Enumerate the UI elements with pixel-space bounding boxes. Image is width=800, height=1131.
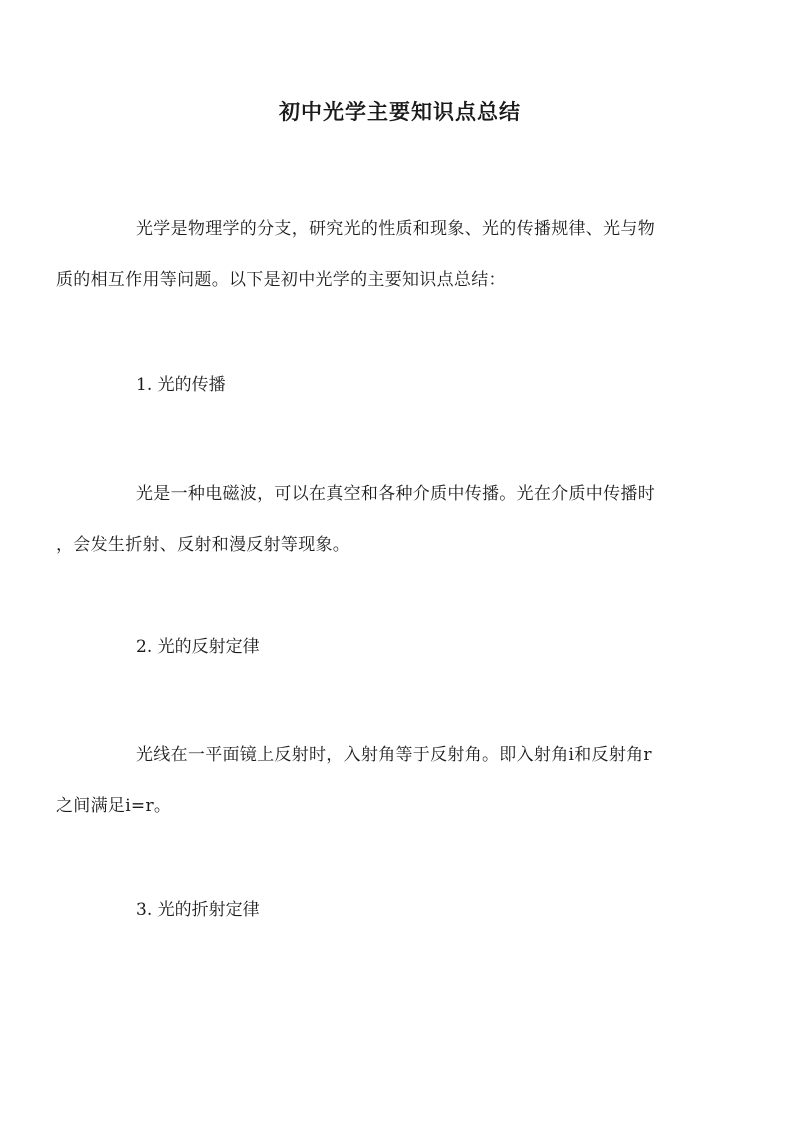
section-1-line-2: ，会发生折射、反射和漫反射等现象。 bbox=[56, 535, 351, 555]
section-2-paragraph bbox=[56, 730, 706, 832]
section-3-heading: 3. 光的折射定律 bbox=[136, 900, 260, 920]
section-2-heading: 2. 光的反射定律 bbox=[136, 637, 260, 657]
intro-line-2: 质的相互作用等问题。以下是初中光学的主要知识点总结： bbox=[56, 270, 506, 290]
section-2-line-1: 光线在一平面镜上反射时，入射角等于反射角。即入射角i和反射角r bbox=[136, 745, 652, 765]
section-1-line-1: 光是一种电磁波，可以在真空和各种介质中传播。光在介质中传播时 bbox=[136, 484, 655, 504]
intro-paragraph bbox=[56, 204, 706, 306]
section-1-paragraph bbox=[56, 469, 706, 571]
intro-line-1: 光学是物理学的分支，研究光的性质和现象、光的传播规律、光与物 bbox=[136, 219, 655, 239]
section-2-line-2: 之间满足i=r。 bbox=[56, 796, 172, 816]
document-title: 初中光学主要知识点总结 bbox=[279, 99, 521, 124]
section-1-heading: 1. 光的传播 bbox=[136, 375, 226, 395]
